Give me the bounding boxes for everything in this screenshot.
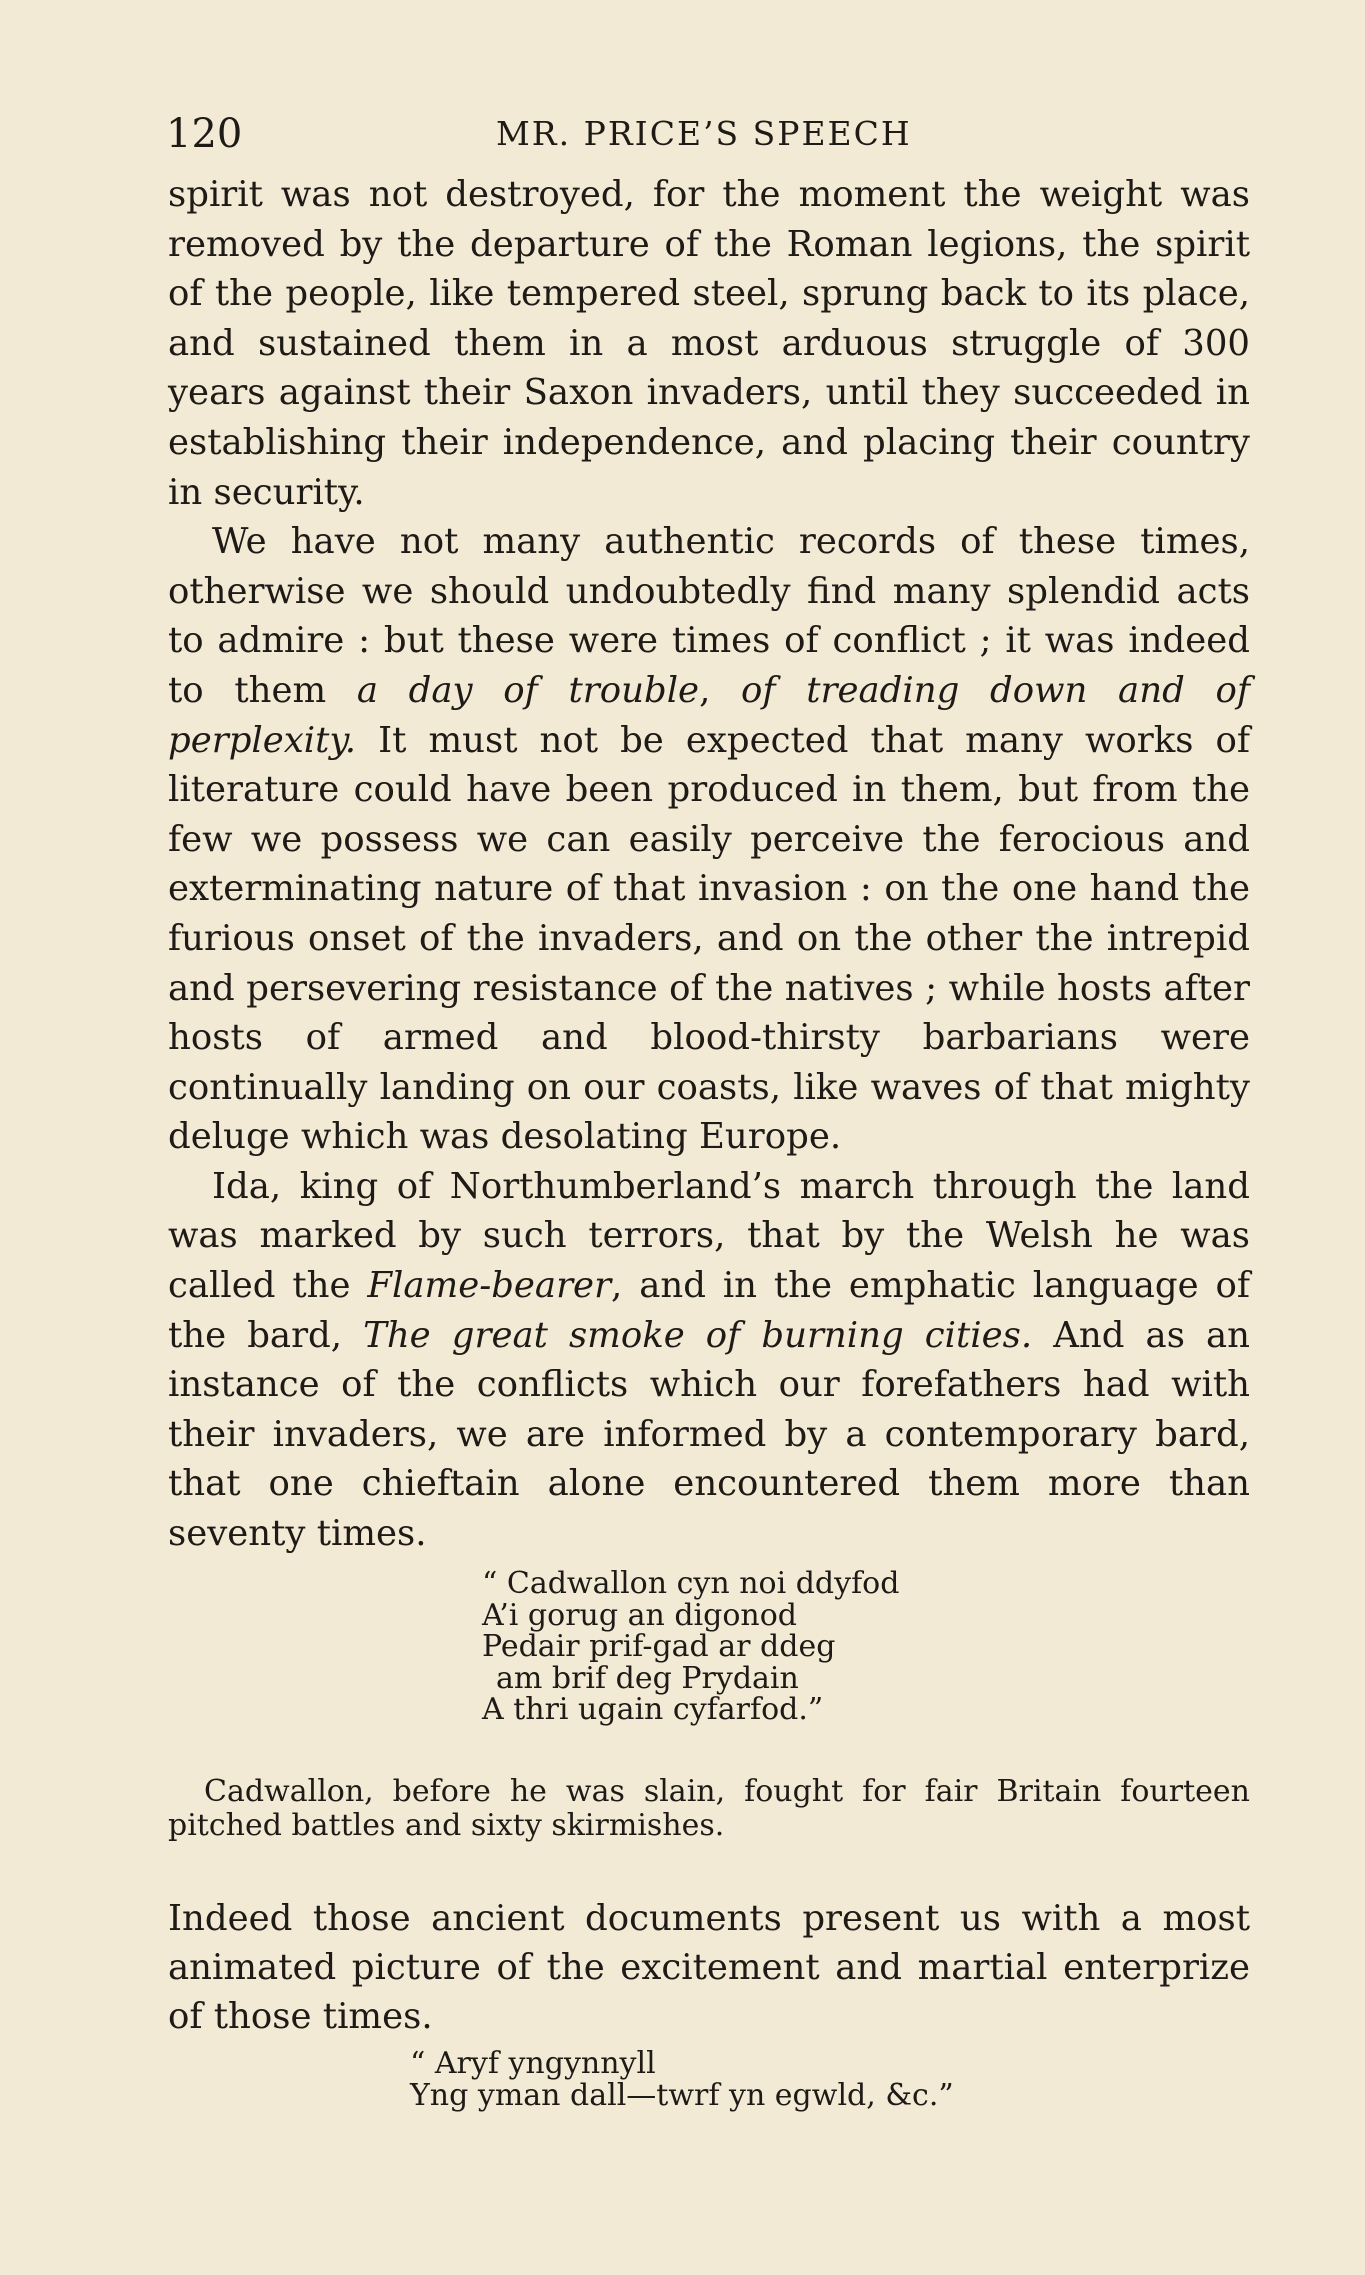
verse-line: Yng yman dall—twrf yn egwld, &c.” xyxy=(410,2077,954,2113)
italic-phrase: a day of trouble xyxy=(356,669,700,711)
text-run: Ida, king of Northumberland’s march through the land was marked by such terrors, that by the Welsh he was called the xyxy=(168,1165,1250,1307)
text-run: We have not many authentic records of these times, otherwise we should undoubtedly find many splendid acts to admire : but these were times of conflict ; it was indeed to them xyxy=(168,521,1250,711)
main-text xyxy=(168,170,1250,1559)
paragraph-4: Indeed those ancient documents present us with a most animated picture of the excitement and martial enterprize of those times. xyxy=(168,1898,1250,2037)
welsh-verse-cadwallon xyxy=(482,1568,899,1726)
paragraph-3 xyxy=(168,1162,1250,1559)
main-text-continued xyxy=(168,1894,1250,2041)
verse-line: A’i gorug an digonod xyxy=(482,1597,797,1633)
text-run: spirit was not destroyed, for the moment the weight was removed by the departure of the Roman legions, the spirit of the people, like tempered steel, sprung back to its place, and sustained them in a most arduous struggle of 300 years against their Saxon invaders, until they succeeded in establishing their independence, and placing their country in security. xyxy=(168,174,1250,513)
text-run: It must not be expected that many works of literature could have been produced in them, but from the few we possess we can easily perceive the ferocious and exterminating nature of that invasion : on the one hand the furious onset of the invaders, and on the other the intrepid and persevering resistance of the natives ; while hosts after hosts of armed and blood-thirsty barbarians were continually landing on our coasts, like waves of that mighty deluge which was desolating Europe. xyxy=(168,719,1250,1158)
running-head xyxy=(166,104,1246,164)
text-run: , xyxy=(699,669,742,711)
welsh-verse-aryf xyxy=(410,2048,954,2111)
text-run: , and in the emphatic language of the bard, xyxy=(168,1265,1250,1356)
paragraph-1 xyxy=(168,170,1250,517)
italic-phrase: of treading down and of perplexity. xyxy=(168,669,1250,761)
italic-phrase: The great smoke of burning cities. xyxy=(363,1314,1033,1356)
verse-line: A thri ugain cyfarfod.” xyxy=(482,1692,824,1727)
running-title: MR. PRICE’S SPEECH xyxy=(496,114,912,153)
verse-line: Pedair prif-gad ar ddeg xyxy=(482,1629,836,1664)
italic-phrase: Flame-bearer xyxy=(367,1265,612,1307)
verse-translation: Cadwallon, before he was slain, fought for fair Britain fourteen pitched battles and sixty skirmishes. xyxy=(168,1774,1250,1843)
verse-line: “ Cadwallon cyn noi ddyfod xyxy=(482,1566,900,1601)
verse-line: “ Aryf yngynnyll xyxy=(410,2046,656,2081)
paragraph-2 xyxy=(168,517,1250,1162)
text-run: And as an instance of the conflicts which our forefathers had with their invaders, we are informed by a contemporary bard, that one chieftain alone encountered them more than seventy times. xyxy=(168,1314,1251,1555)
verse-line: am brif deg Prydain xyxy=(496,1660,799,1696)
page-number: 120 xyxy=(166,111,243,157)
